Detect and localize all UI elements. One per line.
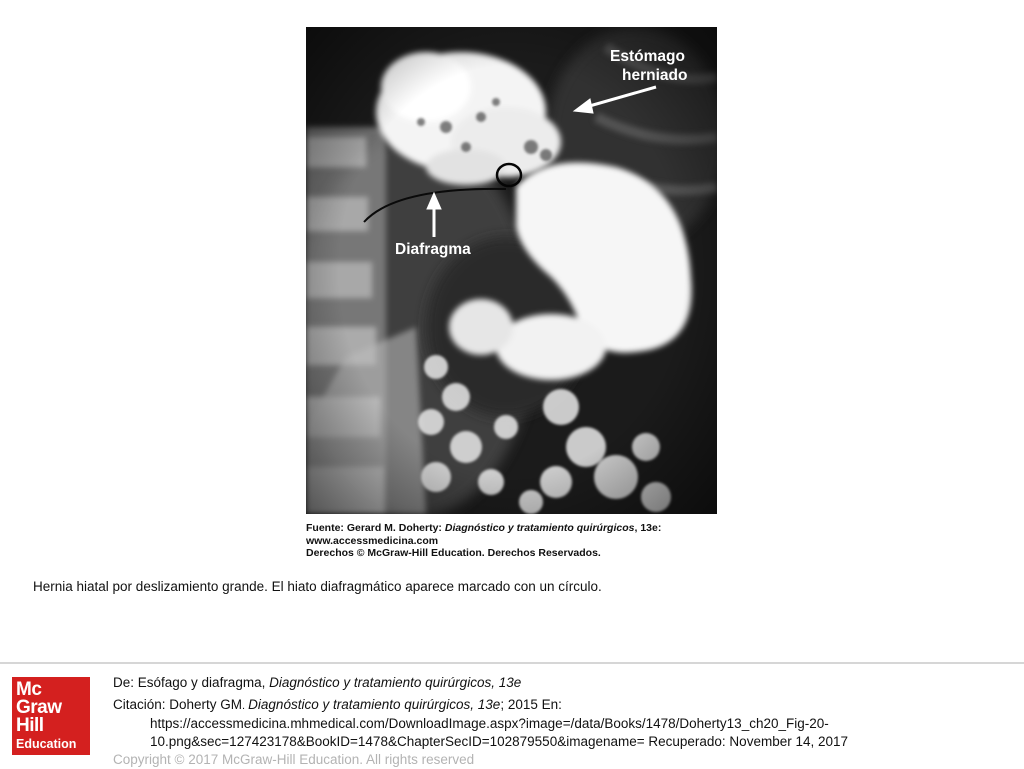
figure-source (306, 522, 717, 560)
source-line-3: Derechos © McGraw-Hill Education. Derechos Reservados. (306, 547, 601, 559)
reference-url-line-1[interactable]: https://accessmedicina.mhmedical.com/DownloadImage.aspx?image=/data/Books/1478/Doherty13_ch20_Fig-20- (150, 716, 829, 731)
reference-citation: Citación: Doherty GM. Diagnóstico y tratamiento quirúrgicos, 13e; 2015 En: (113, 697, 562, 712)
reference-url-line-2[interactable]: 10.png&sec=127423178&BookID=1478&ChapterSecID=102879550&imagename= Recuperado: November 14, 2017 (150, 734, 849, 749)
label-stomach-line1: Estómago (610, 48, 685, 65)
mcgraw-hill-logo: Mc Graw Hill Education (12, 677, 90, 755)
figure-caption: Hernia hiatal por deslizamiento grande. El hiato diafragmático aparece marcado con un círculo. (33, 579, 602, 594)
xray-image (306, 27, 717, 514)
figure (306, 27, 717, 563)
copyright-notice: Copyright © 2017 McGraw-Hill Education. All rights reserved (113, 752, 475, 767)
xray-graphic (306, 27, 717, 514)
source-line-1: Fuente: Gerard M. Doherty: Diagnóstico y tratamiento quirúrgicos, 13e: (306, 522, 662, 534)
source-line-2: www.accessmedicina.com (306, 534, 439, 547)
label-diaphragm: Diafragma (395, 241, 471, 258)
reference-block (113, 674, 848, 769)
footer-divider (0, 662, 1024, 664)
reference-from: De: Esófago y diafragma, Diagnóstico y tratamiento quirúrgicos, 13e (113, 675, 522, 690)
label-stomach-line2: herniado (622, 67, 688, 84)
